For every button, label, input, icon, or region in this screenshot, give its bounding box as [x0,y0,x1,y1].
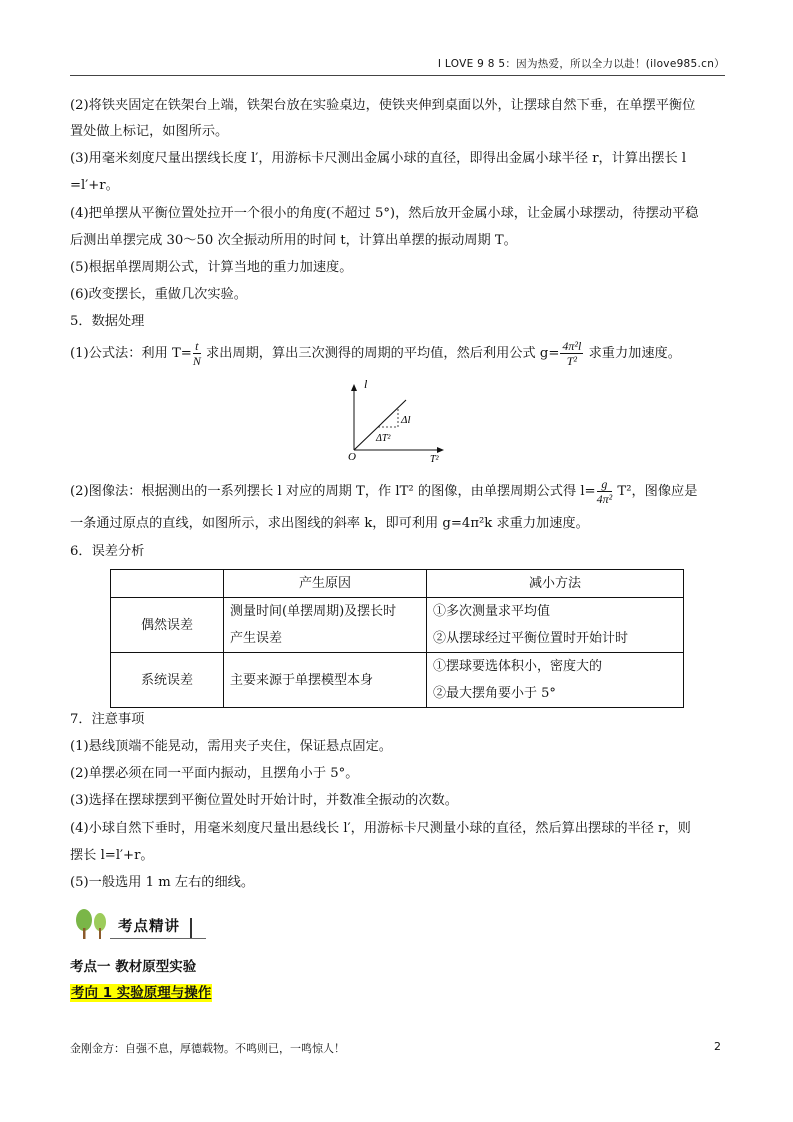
error-analysis-table [110,569,684,708]
title-cursor-bar [190,918,192,938]
row1-cause-line1: 测量时间(单摆周期)及摆长时 [230,604,397,619]
fraction-numerator: g [597,478,613,492]
fraction-t-over-n [193,340,201,367]
x-axis-arrow [437,447,444,453]
note-3: (3)选择在摆球摆到平衡位置处时开始计时，并数准全振动的次数。 [70,793,458,808]
l-t2-graph [340,378,450,463]
fraction-numerator: t [193,340,201,354]
step-2-line-2: 置处做上标记，如图所示。 [70,124,229,139]
table-row [111,598,684,653]
graph-pre-text: (2)图像法：根据测出的一系列摆长 l 对应的周期 T，作 lT² 的图像，由单摆周期公式得 l= [70,484,596,499]
title-underline [110,938,206,939]
fraction-denominator: 4π² [596,492,613,506]
row1-method-line2: ②从摆球经过平衡位置时开始计时 [433,631,629,646]
table-header-row [111,570,684,598]
x-axis-label: T² [430,454,439,463]
origin-label: O [348,451,356,463]
fraction-g-over-4pi2 [597,478,613,505]
step-4-line-1: (4)把单摆从平衡位置处拉开一个很小的角度(不超过 5°)，然后放开金属小球，让金属小球摆动，待摆动平稳 [70,206,699,221]
fraction-denominator: N [192,354,201,368]
graph-method-line-1 [70,478,725,505]
formula-method-line [70,340,725,367]
row2-method-line2: ②最大摆角要小于 5° [433,686,556,701]
tree-icon [72,906,112,940]
row1-type: 偶然误差 [111,598,224,653]
note-1: (1)悬线顶端不能晃动，需用夹子夹住，保证悬点固定。 [70,739,392,754]
fraction-g-formula [560,340,583,367]
fraction-numerator: 4π²l [562,339,582,353]
table-corner-cell [111,570,224,598]
section-6-title: 6．误差分析 [70,544,145,559]
footer-motto: 金刚金方：自强不息，厚德载物。不鸣则已，一鸣惊人！ [70,1042,345,1055]
step-6: (6)改变摆长，重做几次实验。 [70,287,247,302]
page-number: 2 [714,1040,721,1053]
note-5: (5)一般选用 1 m 左右的细线。 [70,875,255,890]
y-axis-label: l [364,378,368,391]
step-5: (5)根据单摆周期公式，计算当地的重力加速度。 [70,260,353,275]
delta-t2-label: ΔT² [376,433,391,444]
step-4-line-2: 后测出单摆完成 30～50 次全振动所用的时间 t，计算出单摆的振动周期 T。 [70,233,517,248]
header-method: 减小方法 [427,570,684,598]
row2-cause: 主要来源于单摆模型本身 [224,653,427,708]
topic-1-heading: 考点一 教材原型实验 [70,959,197,975]
formula-pre-text: (1)公式法：利用 T= [70,346,192,361]
formula-mid-text: 求出周期，算出三次测得的周期的平均值，然后利用公式 g= [201,346,560,361]
note-4-line-2: 摆长 l=l′+r。 [70,848,154,863]
kaodian-title: 考点精讲 [118,919,180,935]
row2-method [427,653,684,708]
graph-method-line-2: 一条通过原点的直线，如图所示，求出图线的斜率 k，即可利用 g=4π²k 求重力加速度。 [70,516,589,531]
step-3-line-2: =l′+r。 [70,178,119,193]
direction-1-heading: 考向 1 实验原理与操作 [71,985,212,1001]
delta-l-label: Δl [401,414,411,426]
formula-post-text: 求重力加速度。 [584,346,681,361]
fraction-denominator: T² [566,354,578,368]
row1-method-line1: ①多次测量求平均值 [433,604,551,619]
header-cause: 产生原因 [224,570,427,598]
row2-type: 系统误差 [111,653,224,708]
table-row [111,653,684,708]
row1-method [427,598,684,653]
note-4-line-1: (4)小球自然下垂时，用毫米刻度尺量出悬线长 l′，用游标卡尺测量小球的直径，然后算出摆球的半径 r，则 [70,821,691,836]
section-5-title: 5．数据处理 [70,314,145,329]
y-axis-arrow [351,384,357,391]
note-2: (2)单摆必须在同一平面内振动，且摆角小于 5°。 [70,766,359,781]
graph-post-text: T²，图像应是 [613,484,698,499]
row2-method-line1: ①摆球要选体积小，密度大的 [433,659,603,674]
row1-cause-line2: 产生误差 [230,631,283,646]
page-header: I LOVE 9 8 5：因为热爱，所以全力以赴！(ilove985.cn） [70,55,725,76]
step-2-line-1: (2)将铁夹固定在铁架台上端，铁架台放在实验桌边，使铁夹伸到桌面以外，让摆球自然下垂，在单摆平衡位 [70,98,696,113]
step-3-line-1: (3)用毫米刻度尺量出摆线长度 l′，用游标卡尺测出金属小球的直径，即得出金属小球半径 r，计算出摆长 l [70,151,687,166]
row1-cause [224,598,427,653]
section-7-title: 7．注意事项 [70,712,145,727]
